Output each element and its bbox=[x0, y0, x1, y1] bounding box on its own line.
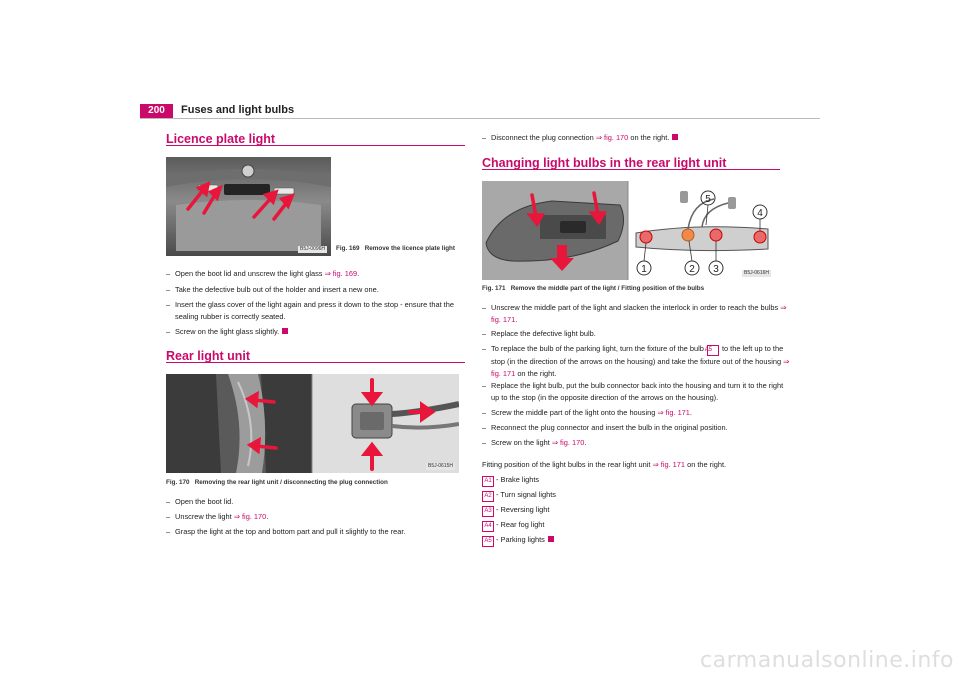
step: – Grasp the light at the top and bottom part and pull it slightly to the rear. bbox=[166, 527, 406, 536]
step: – Insert the glass cover of the light again and press it down to the stop - ensure that the sealing rubber is correctly seated. bbox=[166, 300, 454, 321]
figure-169-photo bbox=[166, 157, 331, 256]
figure-link[interactable]: ⇒ fig. 170 bbox=[551, 438, 585, 447]
step: – Unscrew the light ⇒ fig. 170. bbox=[166, 512, 269, 521]
step: – Take the defective bulb out of the holder and insert a new one. bbox=[166, 285, 379, 294]
figure-code: B5J-0615H bbox=[427, 463, 453, 469]
step: – Disconnect the plug connection ⇒ fig. 170 on the right. bbox=[482, 132, 791, 144]
position-badge: A1 bbox=[482, 476, 494, 487]
figure-number: 3 bbox=[713, 264, 719, 275]
figure-caption-text: Remove the licence plate light bbox=[364, 245, 455, 252]
figure-link[interactable]: ⇒ fig. 170 bbox=[595, 133, 629, 142]
chapter-title: Fuses and light bulbs bbox=[181, 104, 295, 116]
step: – Screw the middle part of the light onto the housing ⇒ fig. 171. bbox=[482, 408, 692, 417]
rear-light-photo bbox=[166, 374, 459, 473]
figure-171-caption bbox=[482, 285, 704, 292]
position-badge: A3 bbox=[482, 506, 494, 517]
figure-link[interactable]: ⇒ fig. 171 bbox=[652, 460, 686, 469]
figure-link[interactable]: ⇒ fig. 171 bbox=[491, 303, 787, 324]
position-badge: A5 bbox=[707, 345, 719, 356]
position-item: A4 - Rear fog light bbox=[482, 519, 544, 532]
figure-number: 2 bbox=[689, 264, 695, 275]
heading-rule bbox=[482, 169, 780, 170]
figure-171-photo bbox=[482, 181, 775, 280]
step: – Unscrew the middle part of the light and slacken the interlock in order to reach the bulbs ⇒ fig. 171. bbox=[482, 303, 787, 324]
step: – Open the boot lid and unscrew the light glass ⇒ fig. 169. bbox=[166, 269, 360, 278]
figure-170-caption bbox=[166, 479, 388, 486]
figure-caption-text: Remove the middle part of the light / Fitting position of the bulbs bbox=[510, 285, 705, 292]
watermark: carmanualsonline.info bbox=[700, 648, 954, 673]
position-item: A5 - Parking lights bbox=[482, 534, 554, 547]
step: – Replace the defective light bulb. bbox=[482, 329, 596, 338]
header-rule bbox=[140, 118, 820, 119]
heading-rear-light-unit: Rear light unit bbox=[166, 349, 251, 363]
figure-label: Fig. 169 bbox=[336, 245, 360, 252]
position-item: A3 - Reversing light bbox=[482, 504, 549, 517]
position-badge: A2 bbox=[482, 491, 494, 502]
position-item: A2 - Turn signal lights bbox=[482, 489, 556, 502]
heading-rule bbox=[166, 145, 465, 146]
fitting-intro: Fitting position of the light bulbs in the rear light unit ⇒ fig. 171 on the right. bbox=[482, 460, 727, 469]
figure-number: 4 bbox=[757, 208, 763, 219]
figure-number: 5 bbox=[705, 194, 711, 205]
step: – Reconnect the plug connector and insert the bulb in the original position. bbox=[482, 423, 728, 432]
page-number: 200 bbox=[140, 104, 173, 118]
figure-link[interactable]: ⇒ fig. 170 bbox=[233, 512, 267, 521]
figure-code: B5J-0096H bbox=[299, 246, 325, 252]
figure-169-caption bbox=[336, 245, 455, 252]
step: – Open the boot lid. bbox=[166, 497, 234, 506]
figure-label: Fig. 170 bbox=[166, 479, 190, 486]
step: – To replace the bulb of the parking light, turn the fixture of the bulb A5 to the left up to the stop (in the direction of the arrows on the housing) and take the fixture out of the housing ⇒ fig. 171 on the right. bbox=[482, 344, 790, 378]
figure-code: B5J-0616H bbox=[743, 270, 769, 276]
figure-link[interactable]: ⇒ fig. 169 bbox=[324, 269, 358, 278]
heading-licence-plate-light: Licence plate light bbox=[166, 132, 276, 146]
step: – Screw on the light glass slightly. bbox=[166, 326, 475, 338]
rear-light-unit-photo bbox=[482, 181, 775, 280]
position-badge: A4 bbox=[482, 521, 494, 532]
position-item: A1 - Brake lights bbox=[482, 474, 539, 487]
figure-caption-text: Removing the rear light unit / disconnecting the plug connection bbox=[194, 479, 388, 486]
end-mark bbox=[672, 134, 678, 140]
step: – Screw on the light ⇒ fig. 170. bbox=[482, 438, 587, 447]
heading-changing-bulbs: Changing light bulbs in the rear light unit bbox=[482, 156, 727, 170]
position-badge: A5 bbox=[482, 536, 494, 547]
heading-rule bbox=[166, 362, 465, 363]
end-mark bbox=[548, 536, 554, 542]
figure-label: Fig. 171 bbox=[482, 285, 506, 292]
step: – Replace the light bulb, put the bulb connector back into the housing and turn it to the right up to the stop (in the opposite direction of the arrows on the housing). bbox=[482, 381, 784, 402]
figure-170-photo bbox=[166, 374, 459, 473]
licence-plate-photo bbox=[166, 157, 331, 256]
figure-link[interactable]: ⇒ fig. 171 bbox=[657, 408, 690, 417]
figure-link[interactable]: ⇒ fig. 171 bbox=[491, 357, 790, 378]
end-mark bbox=[282, 328, 288, 334]
figure-number: 1 bbox=[641, 264, 647, 275]
